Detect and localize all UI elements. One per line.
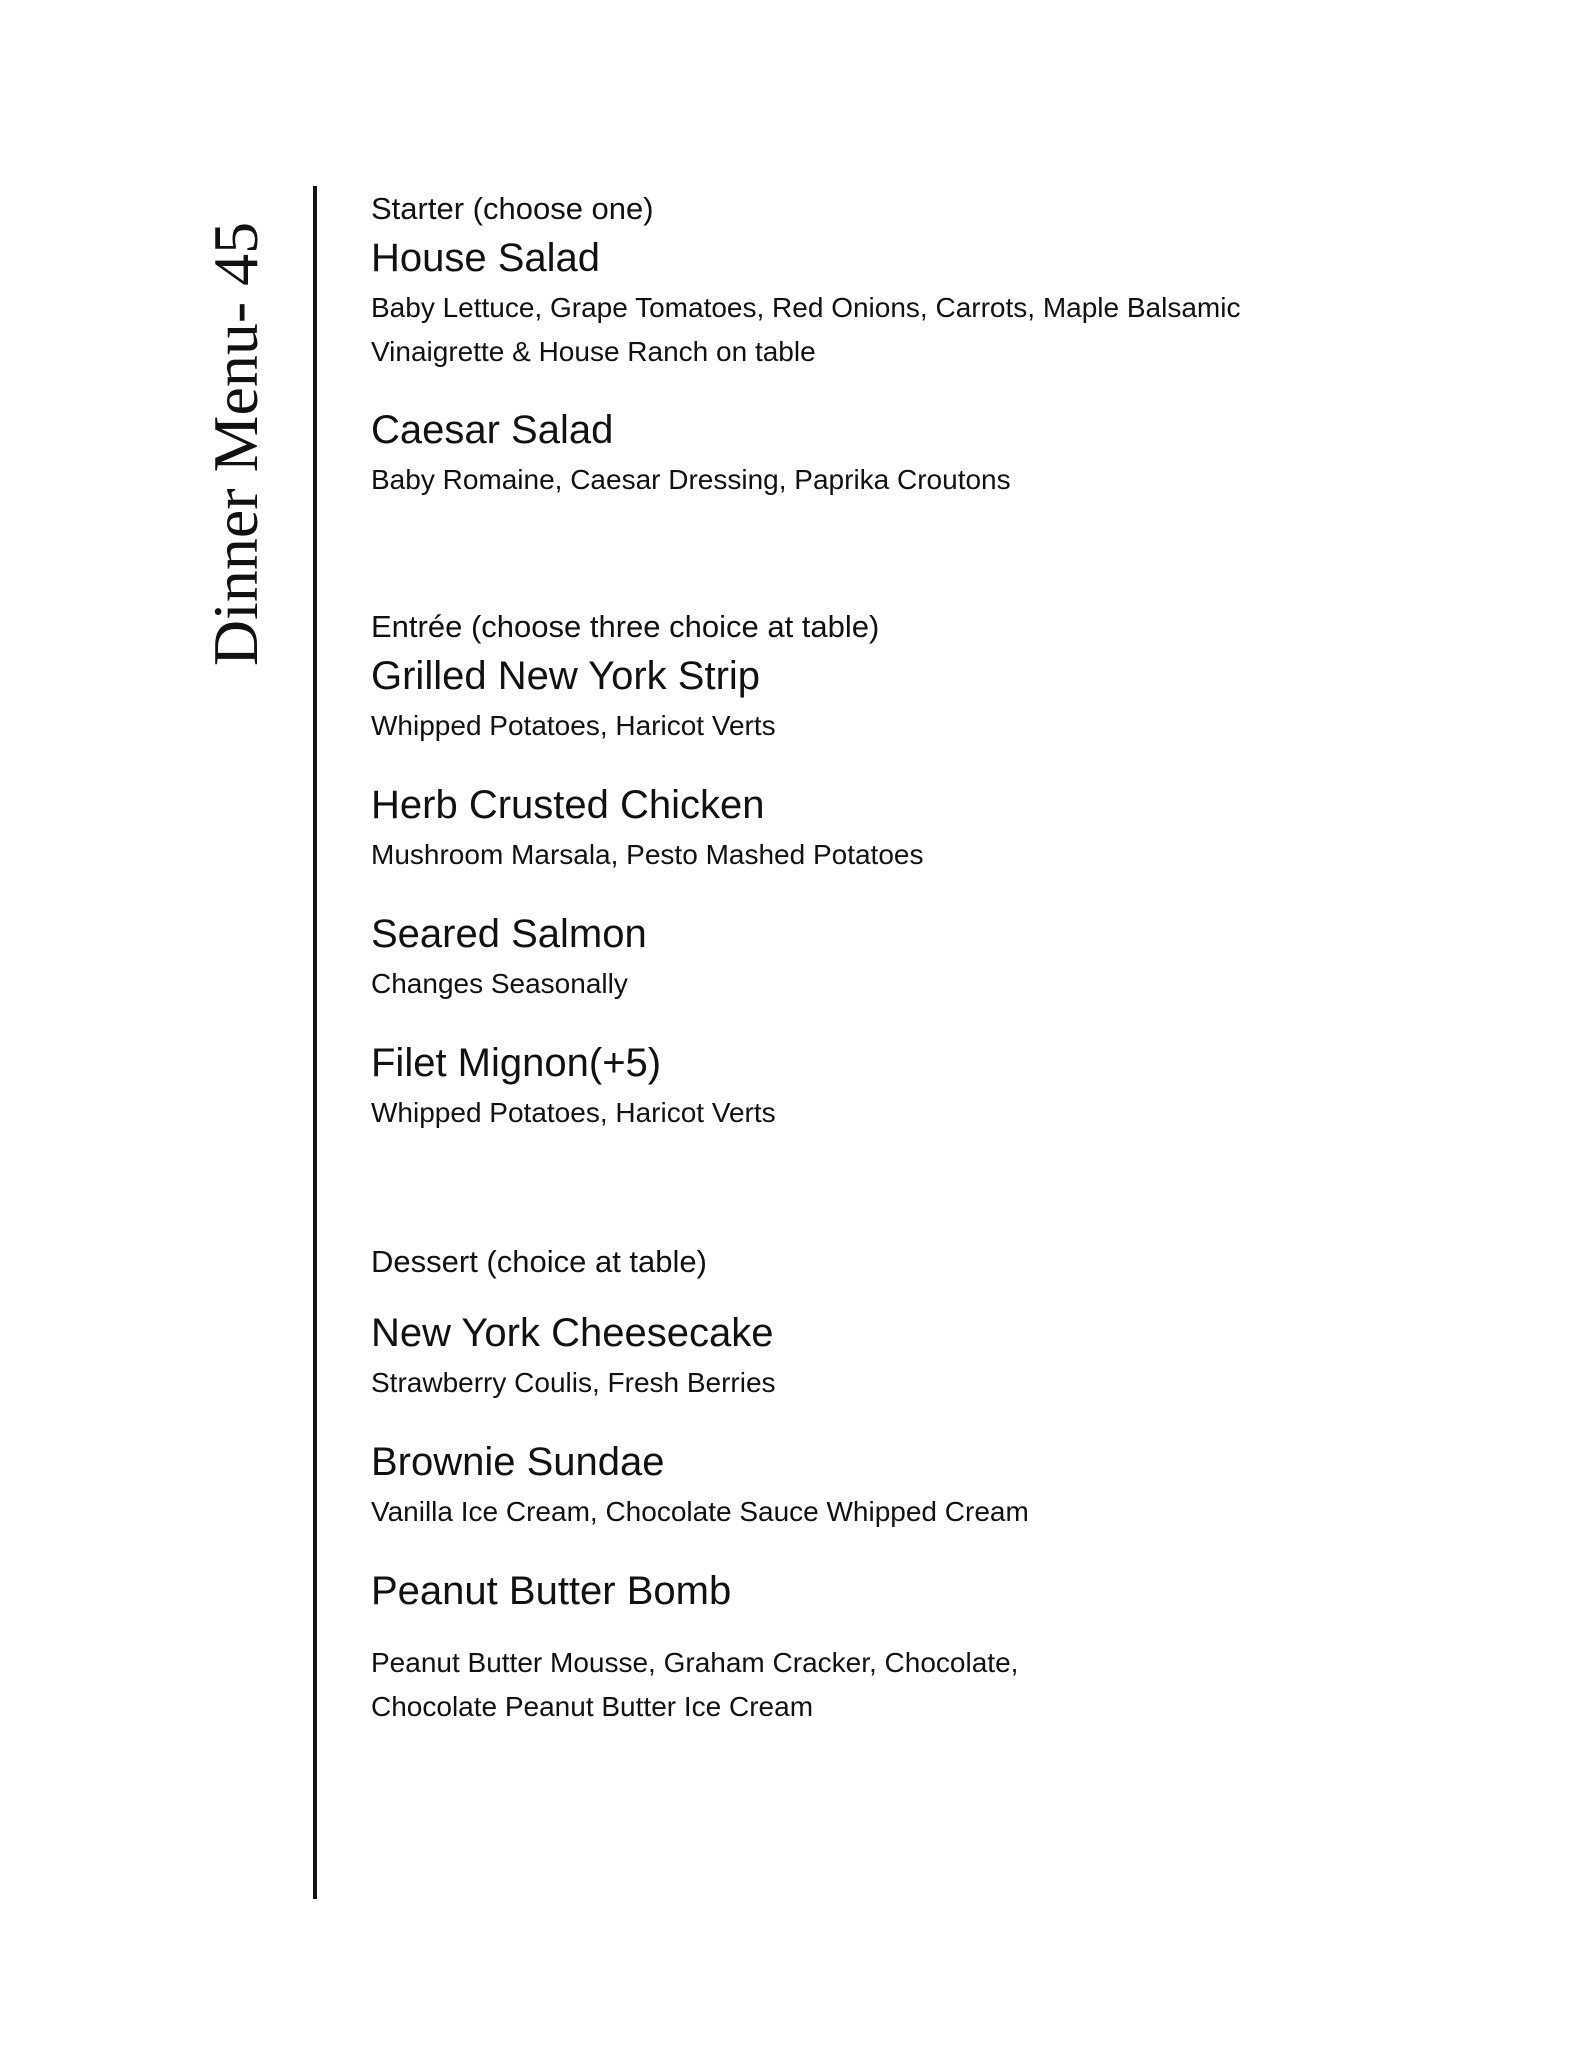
menu-item-seared-salmon (371, 910, 1421, 1006)
section-heading-entree: Entrée (choose three choice at table) (371, 609, 880, 644)
dessert-section (371, 1243, 1421, 1729)
section-heading-dessert: Dessert (choice at table) (371, 1244, 707, 1279)
menu-item-house-salad (371, 234, 1421, 374)
item-name: Grilled New York Strip (371, 654, 761, 698)
item-name: Herb Crusted Chicken (371, 783, 765, 827)
entree-section (371, 608, 1421, 1135)
menu-item-caesar-salad (371, 406, 1421, 502)
menu-item-grilled-new-york-strip (371, 652, 1421, 748)
item-description-line: Baby Romaine, Caesar Dressing, Paprika Croutons (371, 464, 1011, 495)
menu-content (371, 190, 1421, 1729)
item-name: New York Cheesecake (371, 1311, 774, 1355)
item-name: Filet Mignon(+5) (371, 1041, 662, 1085)
item-name: Brownie Sundae (371, 1440, 665, 1484)
starter-section (371, 190, 1421, 502)
item-description-line: Peanut Butter Mousse, Graham Cracker, Chocolate, (371, 1647, 1019, 1678)
item-description-line: Whipped Potatoes, Haricot Verts (371, 1097, 776, 1128)
item-description-line: Strawberry Coulis, Fresh Berries (371, 1367, 776, 1398)
item-name: Caesar Salad (371, 408, 614, 452)
menu-item-new-york-cheesecake (371, 1309, 1421, 1405)
menu-item-peanut-butter-bomb (371, 1567, 1421, 1729)
item-description-line: Changes Seasonally (371, 968, 628, 999)
section-heading-starter: Starter (choose one) (371, 191, 654, 226)
menu-item-filet-mignon (371, 1039, 1421, 1135)
vertical-divider (313, 186, 317, 1899)
item-description-line: Baby Lettuce, Grape Tomatoes, Red Onions, Carrots, Maple Balsamic (371, 292, 1241, 323)
item-name: Peanut Butter Bomb (371, 1569, 732, 1613)
item-description-line: Whipped Potatoes, Haricot Verts (371, 710, 776, 741)
item-description-line: Mushroom Marsala, Pesto Mashed Potatoes (371, 839, 924, 870)
item-description-line: Vinaigrette & House Ranch on table (371, 336, 816, 367)
menu-title: Dinner Menu- 45 (200, 221, 271, 667)
item-name: Seared Salmon (371, 912, 647, 956)
menu-item-herb-crusted-chicken (371, 781, 1421, 877)
menu-item-brownie-sundae (371, 1438, 1421, 1534)
item-description-line: Vanilla Ice Cream, Chocolate Sauce Whipped Cream (371, 1496, 1029, 1527)
item-name: House Salad (371, 236, 601, 280)
item-description-line: Chocolate Peanut Butter Ice Cream (371, 1691, 814, 1722)
